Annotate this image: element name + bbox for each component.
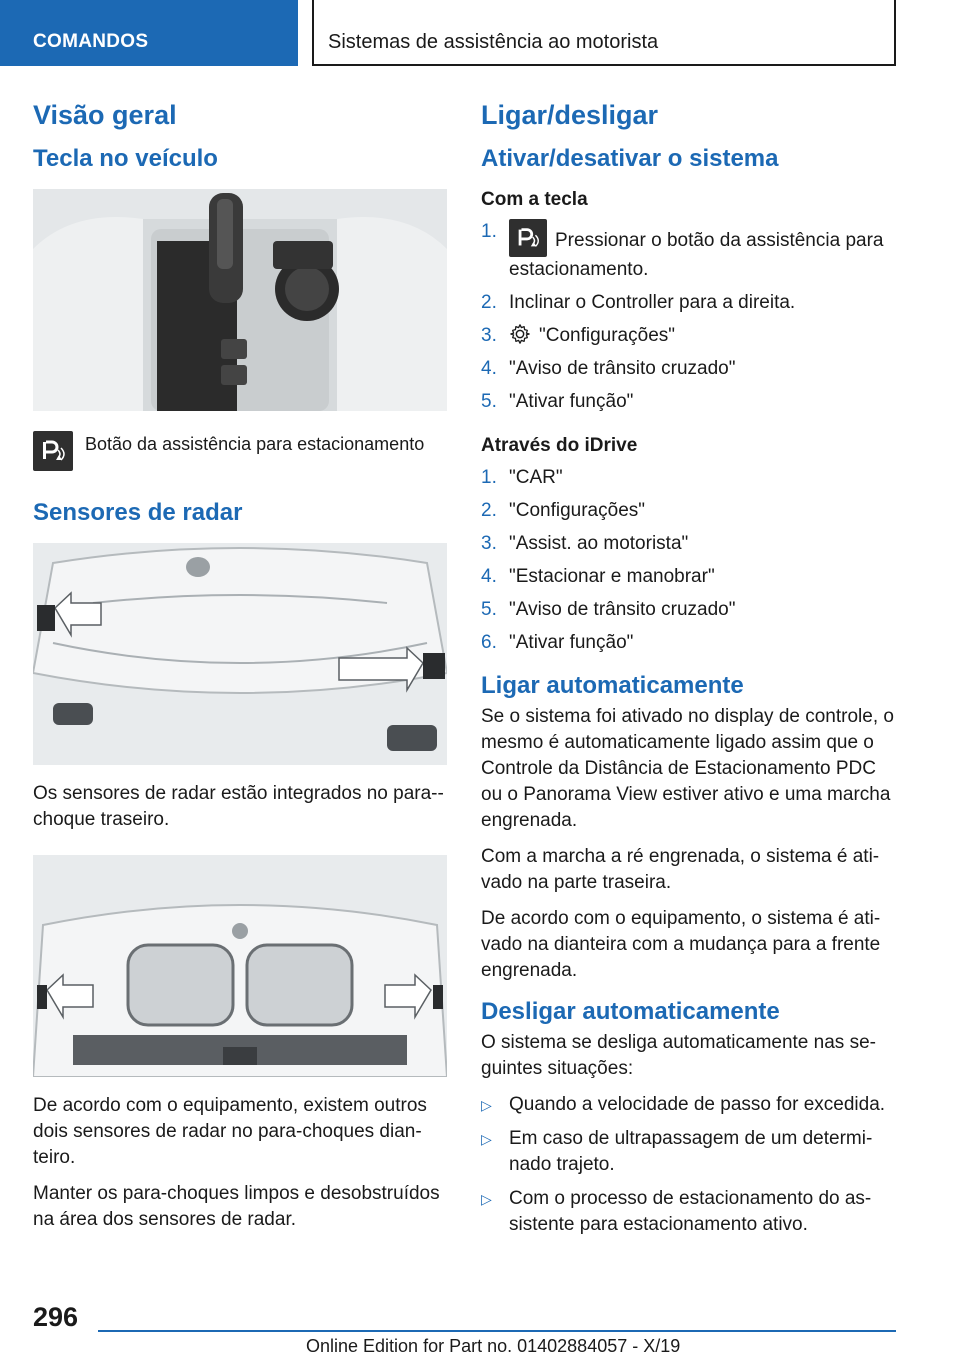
list-item: 1. "CAR" (481, 467, 563, 488)
chapter-tab: COMANDOS (0, 0, 298, 66)
idrive-heading: Através do iDrive (481, 435, 638, 456)
front-sensors-text: De acordo com o equipamento, existem outros dois sensores de radar no para-choques dian-teiro. (33, 1095, 427, 1168)
auto-on-text-3: De acordo com o equipamento, o sistema é ati-vado na dianteira com a mudança para a frente engrenada. (481, 908, 881, 981)
center-console-image (33, 189, 447, 411)
list-item: 1. Pressionar o botão da assistência para estacionamento. (481, 221, 884, 280)
list-item: 3. "Assist. ao motorista" (481, 533, 689, 554)
list-item: 4. "Estacionar e manobrar" (481, 566, 715, 587)
list-item: 2. "Configurações" (481, 500, 646, 521)
list-item: 6. "Ativar função" (481, 632, 634, 653)
list-item: 3. "Configurações" (481, 325, 676, 346)
right-column (481, 100, 895, 1246)
triangle-bullet-icon: ▷ (481, 1191, 492, 1207)
idrive-steps (481, 465, 895, 656)
list-item: ▷ Em caso de ultrapassagem de um determi-nado trajeto. (481, 1126, 895, 1178)
list-item: ▷ Com o processo de estacionamento do as-sistente para estacionamento ativo. (481, 1186, 895, 1238)
edition-text: Online Edition for Part no. 01402884057 - X/19 (306, 1336, 681, 1356)
page-number: 296 (33, 1302, 79, 1332)
vehicle-key-subtitle: Tecla no veículo (33, 145, 218, 172)
auto-on-heading: Ligar automaticamente (481, 672, 744, 699)
list-item: 2. Inclinar o Controller para a direita. (481, 292, 796, 313)
list-item: 4. "Aviso de trânsito cruzado" (481, 358, 736, 379)
auto-off-list (481, 1092, 895, 1238)
rear-sensors-text: Os sensores de radar estão integrados no para--choque traseiro. (33, 783, 444, 830)
front-bumper-image (33, 855, 447, 1077)
left-column (33, 100, 447, 1243)
overview-title: Visão geral (33, 100, 177, 130)
list-item: 5. "Aviso de trânsito cruzado" (481, 599, 736, 620)
auto-on-text-2: Com a marcha a ré engrenada, o sistema é ati-vado na parte traseira. (481, 846, 880, 893)
clean-sensors-text: Manter os para-choques limpos e desobstruídos na área dos sensores de radar. (33, 1183, 440, 1230)
footer-divider (98, 1330, 896, 1332)
list-item: 5. "Ativar função" (481, 391, 634, 412)
activate-subtitle: Ativar/desativar o sistema (481, 145, 779, 172)
with-key-heading: Com a tecla (481, 189, 588, 210)
parking-assist-icon (33, 431, 73, 471)
triangle-bullet-icon: ▷ (481, 1131, 492, 1147)
page-header (0, 0, 960, 66)
button-caption (33, 431, 447, 471)
auto-on-text-1: Se o sistema foi ativado no display de controle, o mesmo é automaticamente ligado assim que o Controle da Distância de Estacionamento PDC ou o Panorama View estiver ativo e uma marcha engrenada. (481, 706, 894, 831)
radar-sensors-subtitle: Sensores de radar (33, 499, 243, 526)
triangle-bullet-icon: ▷ (481, 1097, 492, 1113)
parking-assist-icon (509, 219, 547, 257)
rear-bumper-image (33, 543, 447, 765)
auto-off-text: O sistema se desliga automaticamente nas se-guintes situações: (481, 1032, 876, 1079)
with-key-steps (481, 219, 895, 415)
auto-off-heading: Desligar automaticamente (481, 998, 780, 1025)
list-item: ▷ Quando a velocidade de passo for excedida. (481, 1092, 895, 1118)
on-off-title: Ligar/desligar (481, 100, 659, 130)
gear-icon (509, 323, 531, 345)
section-title: Sistemas de assistência ao motorista (312, 0, 896, 66)
button-caption-text: Botão da assistência para estacionamento (85, 434, 425, 454)
